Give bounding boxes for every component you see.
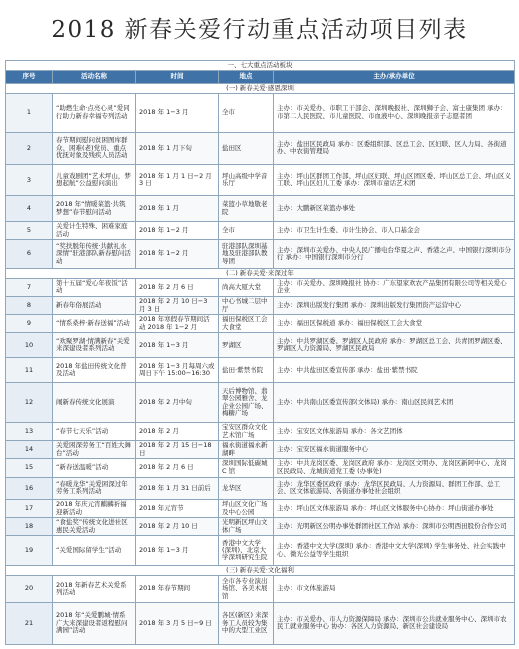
activity-place: 全市 (219, 93, 274, 132)
activity-place: 各区(新区) 来深务工人员较为集中的大型工业区 (219, 602, 274, 644)
table-row (6, 165, 515, 196)
col-header-place: 地点 (219, 71, 274, 83)
activity-place: 菜篮小草地敬老院 (219, 196, 274, 222)
activity-time: 2018 年 3 月 5 日−9 日 (136, 602, 219, 644)
activity-organizer: 主办：市卫生计生委、市计生协会、市人口基金会 (274, 222, 515, 240)
activity-organizer: 主办：龙华区委区政府 承办：龙华区民政局、人力资源局、群团工作部、总工会、区文体旅游局、各街道办事处社会组织 (274, 477, 515, 500)
activity-organizer: 主办：宝安区文体旅游局 承办：各文艺团体 (274, 423, 515, 441)
activity-organizer: 主办：市关爱办、市人力资源保障局 承办：深圳市公共就业服务中心、深圳市农民工就业服务中心 协办：各区人力资源局、新区社会建设局 (274, 602, 515, 644)
row-number: 4 (6, 196, 53, 222)
group-title: (一) 新春关爱·感恩深圳 (6, 83, 515, 93)
group-title: (二) 新春关爱·来深过年 (6, 268, 515, 278)
activity-time: 2018 年 1 月下旬 (136, 132, 219, 165)
activity-organizer: 主办：宝安区福永街道服务中心 (274, 441, 515, 459)
activity-name: 2018 年“关爱鹏城·情系广大来深建设者返程慰问满园”活动 (53, 602, 136, 644)
page-title: 2018 新春关爱行动重点活动项目列表 (51, 17, 468, 43)
activity-time: 2018 年 2 月中旬 (136, 383, 219, 423)
activity-time: 2018 年 1−2 月 (136, 240, 219, 268)
activity-organizer: 主办：盐田区民政局 承办：区委组织部、区总工会、区妇联、区人力局、各街道办、中农街管理局 (274, 132, 515, 165)
activity-organizer: 主办：福田区保税道 承办：福田保税区工会大食堂 (274, 315, 515, 333)
activity-organizer: 主办：大鹏新区菜篮办事处 (274, 196, 515, 222)
activity-name: 新春年俗展活动 (53, 297, 136, 315)
activity-time: 2018 年 2 月 10 日 (136, 518, 219, 536)
activity-name: 关爱困深劳务工“百姓大舞台”活动 (53, 441, 136, 459)
activity-name: “欢聚罗湖·情满新春”关爱来深建设者系列活动 (53, 333, 136, 358)
activity-organizer: 主办：中共龙岗区委、龙岗区政府 承办：龙岗区文明办、龙岗区新阿中心、龙岗区民政局、龙城街道党工委 (办事处) (274, 459, 515, 477)
row-number: 2 (6, 132, 53, 165)
activity-place: 光明新区坪山文体广场 (219, 518, 274, 536)
activity-place: 深圳国际低碳城 C 馆 (219, 459, 274, 477)
col-header-org: 主办/承办单位 (274, 71, 515, 83)
activity-time: 2018 年 1 月 1 日−2 月 3 日 (136, 165, 219, 196)
activity-name: 闹新春传统文化展演 (53, 383, 136, 423)
table-row (6, 278, 515, 296)
row-number: 12 (6, 383, 53, 423)
table-row (6, 240, 515, 268)
table-row (6, 196, 515, 222)
activity-name: 2018 年“情暖菜篮·共筑梦想”春节慰问活动 (53, 196, 136, 222)
row-number: 11 (6, 358, 53, 383)
activity-place: 全市各专业演出场馆、各美术展馆 (219, 576, 274, 603)
row-number: 18 (6, 518, 53, 536)
table-row (6, 297, 515, 315)
activity-time: 2018 年 2 月 6 日 (136, 459, 219, 477)
table-row (6, 602, 515, 644)
activity-name: 2018 年盐田传统文化普及活动 (53, 358, 136, 383)
activity-place: 中心书城二层中厅 (219, 297, 274, 315)
table-row (6, 132, 515, 165)
activity-place: 龙华区 (219, 477, 274, 500)
activity-organizer: 主办：光明新区公明办事处群团社区工作站 承办：深圳市公明西田股份合作公司 (274, 518, 515, 536)
activity-table (5, 60, 515, 645)
row-number: 14 (6, 441, 53, 459)
table-row (6, 441, 515, 459)
activity-name: 第十五届“爱心年夜饭”活动 (53, 278, 136, 296)
activity-name: “助燃生命·点亮心灵”爱同行助力新春幸福专列活动 (53, 93, 136, 132)
activity-organizer: 主办：中共盐田区委宣传部 承办：盐田·紫禁书院 (274, 358, 515, 383)
activity-name: “春暖龙华”关爱困深过年劳务工系列活动 (53, 477, 136, 500)
header-row (6, 71, 515, 83)
activity-organizer: 主办：中共南山区委宣传部(文体局) 承办：南山区民间艺术团 (274, 383, 515, 423)
row-number: 7 (6, 278, 53, 296)
activity-time: 2018 年 2 月 (136, 423, 219, 441)
activity-organizer: 主办：市关爱办、市职工干部会、深圳晚报社、深圳狮子会、富士康集团 承办：市第二人民医院、市儿童医院、市血液中心、深圳晚报亲子志愿者团 (274, 93, 515, 132)
col-header-name: 活动名称 (53, 71, 136, 83)
row-number: 15 (6, 459, 53, 477)
group-row (6, 83, 515, 93)
table-row (6, 423, 515, 441)
table-row (6, 459, 515, 477)
row-number: 6 (6, 240, 53, 268)
col-header-time: 时间 (136, 71, 219, 83)
activity-time: 2018 年 1−3 月 (136, 93, 219, 132)
activity-time: 2018 年 1−3 月每周六或周日下午 15:00−16:30 (136, 358, 219, 383)
section-title: 一、七大重点活动板块 (6, 61, 515, 71)
row-number: 3 (6, 165, 53, 196)
activity-organizer: 主办：市文体旅游局 (274, 576, 515, 603)
row-number: 10 (6, 333, 53, 358)
activity-place: 坪山区文化广场及中心公园 (219, 500, 274, 518)
activity-name: “奖扶脱年传统·共献礼水深情”驻港部队新春慰问活动 (53, 240, 136, 268)
activity-place: 天后博物馆、翡翠公园雅舍、龙企业公园广场、梅糖广场 (219, 383, 274, 423)
activity-place: 罗湖区 (219, 333, 274, 358)
table-row (6, 222, 515, 240)
activity-organizer: 主办：香港中文大学(深圳) 承办：香港中文大学(深圳) 学生事务处、社会实践中心、微光公益等学生组织 (274, 536, 515, 566)
activity-organizer: 主办：深圳市关爱办、中央人民广播电台华夏之声、香港之声、中国银行深圳市分行 承办：中国银行深圳市分行 (274, 240, 515, 268)
row-number: 13 (6, 423, 53, 441)
activity-place: 福永街道福永新湖畔 (219, 441, 274, 459)
activity-organizer: 主办：深圳出版发行集团 承办：深圳出版发行集团资产运营中心 (274, 297, 515, 315)
table-row (6, 383, 515, 423)
activity-name: “食盐奖”传统文化进社区惠民关爱活动 (53, 518, 136, 536)
activity-name: 儿童戏剧团“艺术坪山，梦想起航”公益慰问演出 (53, 165, 136, 196)
table-row (6, 518, 515, 536)
activity-place: 香港中文大学(深圳)、北京大学深圳研究生院 (219, 536, 274, 566)
table-row (6, 576, 515, 603)
row-number: 5 (6, 222, 53, 240)
activity-name: “情系桑梓·新春送福”活动 (53, 315, 136, 333)
activity-time: 2018 年 1−3 月 (136, 536, 219, 566)
table-row (6, 536, 515, 566)
activity-name: 关爱计生特殊、困难家庭活动 (53, 222, 136, 240)
activity-time: 2018 年春节期间 (136, 576, 219, 603)
activity-place: 坪山高级中学音乐厅 (219, 165, 274, 196)
activity-place: 宝安区群众文化艺术馆广场 (219, 423, 274, 441)
row-number: 1 (6, 93, 53, 132)
activity-name: “关爱国际留学生”活动 (53, 536, 136, 566)
table-row (6, 500, 515, 518)
col-header-no: 序号 (6, 71, 53, 83)
activity-place: 福田保税区工会大食堂 (219, 315, 274, 333)
activity-name: 2018 年庆元宵麒麟祈福迎新活动 (53, 500, 136, 518)
activity-time: 2018 年 2 月 10 日−3 月 3 日 (136, 297, 219, 315)
activity-place: 尚高大厦大堂 (219, 278, 274, 296)
activity-organizer: 主办：坪山区文体旅游局 承办：坪山区文体服务中心协办：坪山街道办事处 (274, 500, 515, 518)
activity-organizer: 主办：坪山区群团工作部、坪山区妇联、坪山区团区委、坪山区总工会、坪山区义工联、坪山区妇儿工委 承办：深圳市童话艺术团 (274, 165, 515, 196)
row-number: 21 (6, 602, 53, 644)
activity-place: 盐田区 (219, 132, 274, 165)
activity-time: 2018 年元宵节 (136, 500, 219, 518)
activity-organizer: 主办：中共罗湖区委、罗湖区人民政府 承办：罗湖区总工会、共青团罗湖区委、罗湖区人力资源局、罗湖区民政局 (274, 333, 515, 358)
activity-time: 2018 年 1−2 月 (136, 222, 219, 240)
row-number: 16 (6, 477, 53, 500)
row-number: 17 (6, 500, 53, 518)
activity-time: 2018 年寒假春节期间活动 2018 年 1−2 月 (136, 315, 219, 333)
activity-time: 2018 年 2 月 15 日−18 日 (136, 441, 219, 459)
activity-organizer: 主办：市关爱办、深圳晚报社 协办：广东望家欢农产品集团有限公司等相关爱心企业 (274, 278, 515, 296)
row-number: 8 (6, 297, 53, 315)
table-row (6, 93, 515, 132)
section-row (6, 61, 515, 71)
activity-name: 春节期间慰问贫困图库群众、困难(老)党员、重点优抚对象及残疾人员活动 (53, 132, 136, 165)
group-row (6, 565, 515, 575)
activity-time: 2018 年 1 月 (136, 196, 219, 222)
row-number: 9 (6, 315, 53, 333)
activity-time: 2018 年 1 月 31 日前后 (136, 477, 219, 500)
table-row (6, 315, 515, 333)
activity-place: 盐田·紫禁书院 (219, 358, 274, 383)
activity-place: 全市 (219, 222, 274, 240)
row-number: 19 (6, 536, 53, 566)
activity-name: 2018 年新春艺术关爱系列活动 (53, 576, 136, 603)
table-row (6, 333, 515, 358)
activity-time: 2018 年 1−3 月 (136, 333, 219, 358)
activity-name: “春节七天乐”活动 (53, 423, 136, 441)
activity-place: 驻港部队深圳基地及驻港部队教导团 (219, 240, 274, 268)
group-row (6, 268, 515, 278)
table-row (6, 477, 515, 500)
table-row (6, 358, 515, 383)
activity-time: 2018 年 2 月 6 日 (136, 278, 219, 296)
row-number: 20 (6, 576, 53, 603)
group-title: (三) 新春关爱·文化福利 (6, 565, 515, 575)
activity-name: “新春送温暖”活动 (53, 459, 136, 477)
